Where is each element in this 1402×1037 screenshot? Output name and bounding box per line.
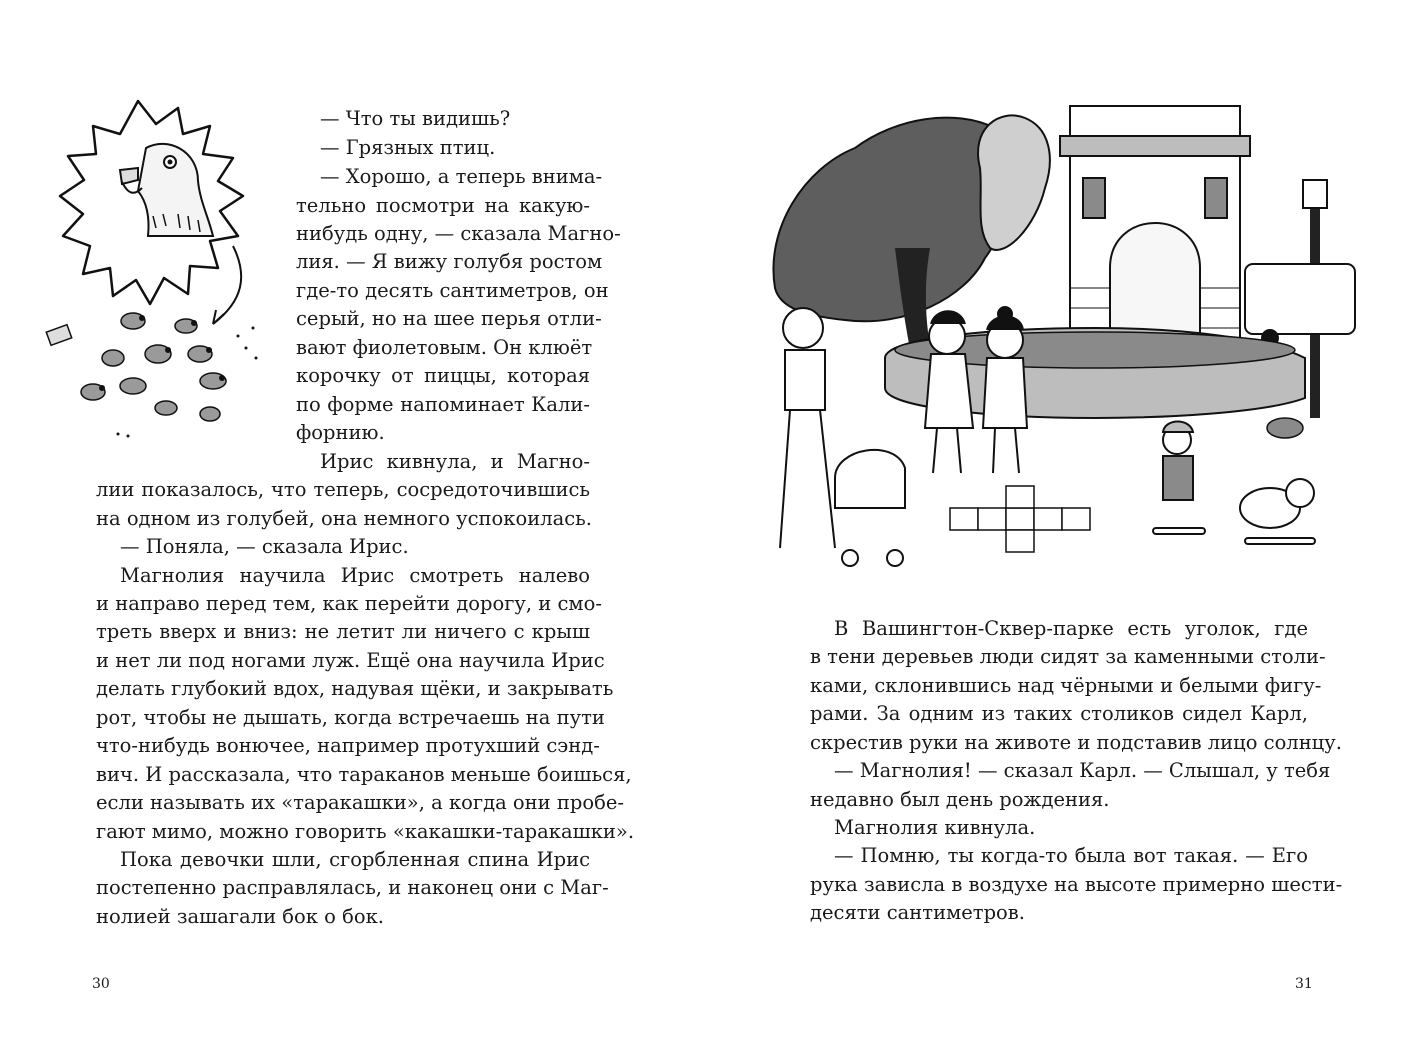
text-line: на одном из голубей, она немного успокоилась. — [96, 507, 592, 530]
text-line: треть вверх и вниз: не летит ли ничего с крыш — [96, 620, 590, 643]
text-line: нибудь одну, — сказала Магно- — [296, 222, 621, 245]
text-line: Магнолия научила Ирис смотреть налево — [120, 564, 590, 587]
text-line: Пока девочки шли, сгорбленная спина Ирис — [120, 848, 590, 871]
text-line: — Хорошо, а теперь внима- — [320, 165, 603, 188]
text-line: тельно посмотри на какую- — [296, 194, 590, 217]
text-line: — Что ты видишь? — [320, 107, 511, 130]
text-line: — Помню, ты когда-то была вот такая. — Его — [834, 844, 1308, 867]
text-line: серый, но на шее перья отли- — [296, 307, 602, 330]
page-number: 30 — [92, 976, 110, 992]
text-line: лии показалось, что теперь, сосредоточившись — [96, 478, 590, 501]
right-page — [701, 0, 1402, 1037]
text-line: — Поняла, — сказала Ирис. — [120, 535, 409, 558]
text-line: десяти сантиметров. — [810, 901, 1025, 924]
park-illustration — [765, 88, 1369, 578]
text-line: В Вашингтон-Сквер-парке есть уголок, где — [834, 617, 1308, 640]
pigeon-illustration — [38, 96, 273, 446]
text-line: гают мимо, можно говорить «какашки-таракашки». — [96, 820, 635, 843]
text-line: постепенно расправлялась, и наконец они с Маг- — [96, 876, 609, 899]
text-line: где-то десять сантиметров, он — [296, 279, 609, 302]
text-line: вич. И рассказала, что тараканов меньше боишься, — [96, 763, 632, 786]
text-line: ками, склонившись над чёрными и белыми фигу- — [810, 674, 1322, 697]
page-number: 31 — [1295, 976, 1313, 992]
text-line: рука зависла в воздухе на высоте примерно шести- — [810, 873, 1343, 896]
text-line: по форме напоминает Кали- — [296, 393, 590, 416]
text-line: рами. За одним из таких столиков сидел Карл, — [810, 702, 1308, 725]
text-line: Ирис кивнула, и Магно- — [320, 450, 590, 473]
text-line: если называть их «таракашки», а когда они пробе- — [96, 791, 624, 814]
text-line: Магнолия кивнула. — [834, 816, 1036, 839]
text-line: вают фиолетовым. Он клюёт — [296, 336, 593, 359]
text-line: — Грязных птиц. — [320, 136, 496, 159]
text-line: и направо перед тем, как перейти дорогу, и смо- — [96, 592, 602, 615]
text-line: и нет ли под ногами луж. Ещё она научила Ирис — [96, 649, 605, 672]
text-line: в тени деревьев люди сидят за каменными столи- — [810, 645, 1326, 668]
text-line: делать глубокий вдох, надувая щёки, и закрывать — [96, 677, 614, 700]
text-line: корочку от пиццы, которая — [296, 364, 590, 387]
text-line: скрестив руки на животе и подставив лицо солнцу. — [810, 731, 1342, 754]
text-line: рот, чтобы не дышать, когда встречаешь на пути — [96, 706, 605, 729]
text-line: недавно был день рождения. — [810, 788, 1110, 811]
text-line: нолией зашагали бок о бок. — [96, 905, 384, 928]
text-line: лия. — Я вижу голубя ростом — [296, 250, 603, 273]
text-line: что-нибудь вонючее, например протухший сэнд- — [96, 734, 600, 757]
text-line: — Магнолия! — сказал Карл. — Слышал, у тебя — [834, 759, 1331, 782]
text-line: форнию. — [296, 421, 385, 444]
